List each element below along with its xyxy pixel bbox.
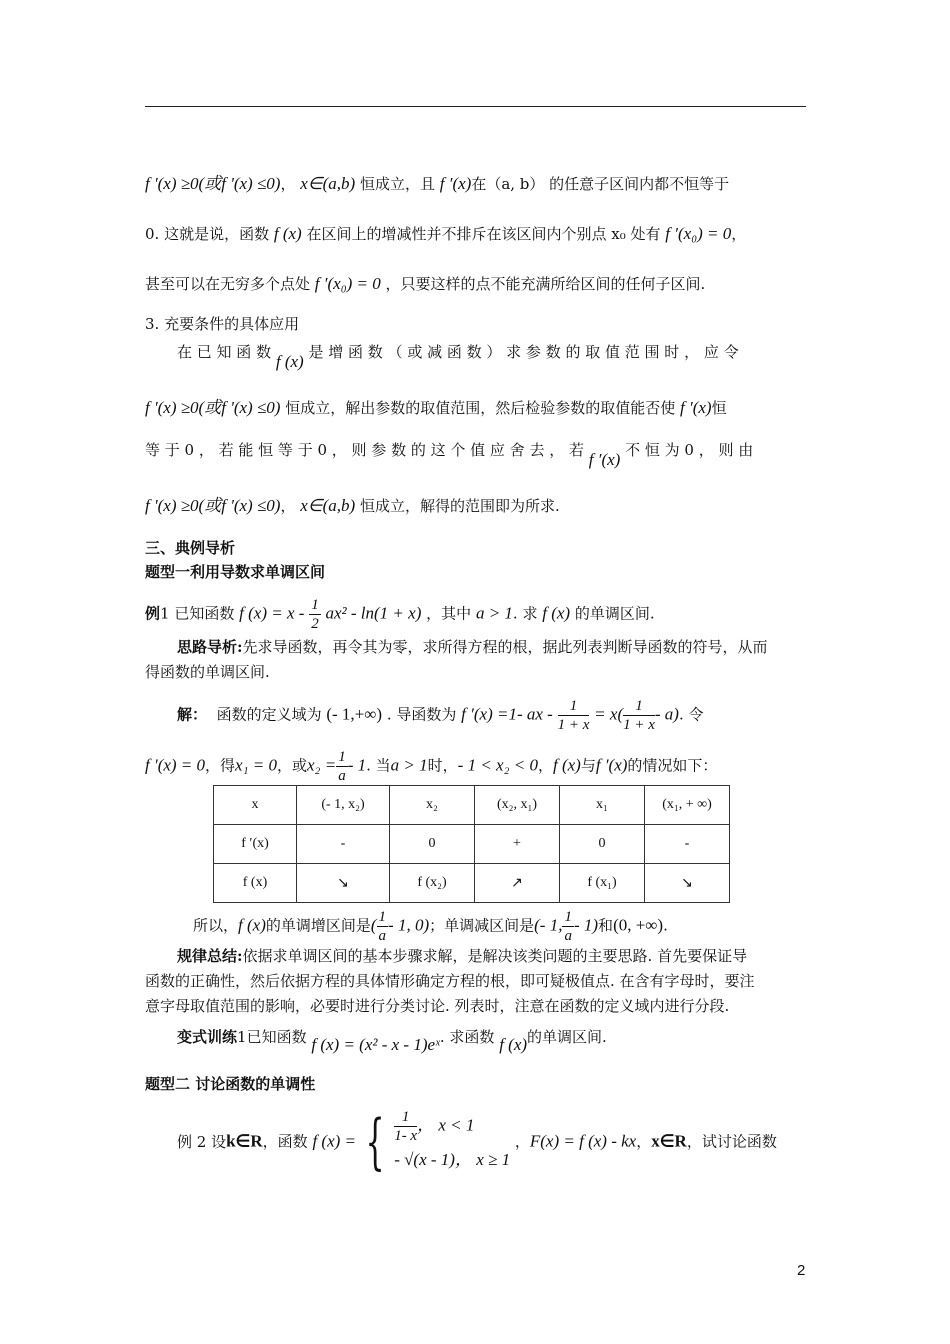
text: 不 恒 为 0 ， 则 由 bbox=[625, 441, 754, 459]
numerator: 1 bbox=[564, 909, 572, 925]
numerator: 1 bbox=[394, 1108, 417, 1127]
math: f '(x) ≥0(或f '(x) ≤0) bbox=[145, 496, 281, 515]
table-cell: ↗ bbox=[475, 864, 560, 903]
numerator: 1 bbox=[378, 909, 387, 925]
math: f (x) bbox=[273, 224, 302, 243]
text: 依据求单调区间的基本步骤求解，是解决该类问题的主要思路. 首先要保证导 bbox=[242, 947, 748, 965]
solution-label: 解： bbox=[177, 705, 208, 724]
text: 的单调区间. bbox=[527, 1028, 607, 1046]
math: f (x) bbox=[499, 1035, 528, 1054]
math: f (x) = bbox=[312, 1131, 356, 1151]
math: f ′(x) bbox=[595, 755, 628, 775]
math: f ′(x) bbox=[588, 450, 621, 469]
table-cell: - bbox=[645, 825, 730, 864]
math: f ′(x₀) = 0 bbox=[665, 224, 732, 243]
page-number: 2 bbox=[797, 1262, 806, 1279]
math: f (x) bbox=[238, 915, 266, 935]
text: 甚至可以在无穷多个点处 bbox=[145, 275, 311, 293]
denominator: 1- x bbox=[394, 1128, 418, 1144]
math: (0, +∞) bbox=[613, 915, 664, 935]
text: ， bbox=[280, 497, 296, 515]
math: ( bbox=[370, 915, 377, 935]
denominator: 1 + x bbox=[557, 717, 590, 733]
table-cell: + bbox=[475, 825, 560, 864]
text: 与 bbox=[580, 756, 596, 775]
section-heading: 3. 充要条件的具体应用 bbox=[145, 315, 300, 333]
math: f '(x) ≥0(或f '(x) ≤0) bbox=[145, 174, 281, 193]
math: f (x) bbox=[542, 603, 571, 623]
text: ， bbox=[280, 175, 296, 193]
text: 已知函数 bbox=[246, 1028, 307, 1046]
condition: ， x < 1 bbox=[417, 1115, 475, 1135]
solution-line1 bbox=[177, 697, 842, 734]
solution-line2 bbox=[145, 748, 810, 785]
table-cell: 0 bbox=[390, 825, 475, 864]
text: . 令 bbox=[678, 705, 704, 724]
piecewise bbox=[394, 1108, 510, 1175]
brace-icon: { bbox=[365, 1106, 385, 1177]
math: k∈R bbox=[226, 1131, 263, 1151]
fraction bbox=[309, 596, 321, 633]
text: 的单调增区间是 bbox=[265, 916, 371, 935]
fraction bbox=[377, 908, 389, 945]
text: 恒成立，且 bbox=[359, 175, 435, 193]
text: . 当 bbox=[366, 756, 391, 775]
math: ax² - ln(1 + x) bbox=[325, 603, 422, 623]
math: x∈(a,b) bbox=[300, 496, 356, 515]
table-cell: x bbox=[214, 786, 297, 825]
math: f '(x) ≥0(或f '(x) ≤0) bbox=[145, 398, 281, 417]
math: f ′(x) =1- ax - bbox=[461, 704, 553, 724]
rule-line3: 意字母取值范围的影响，必要时进行分类讨论. 列表时，注意在函数的定义域内进行分段. bbox=[145, 997, 730, 1015]
denominator: a bbox=[564, 928, 572, 944]
variant-label: 变式训练 bbox=[177, 1028, 238, 1046]
text: ，其中 bbox=[426, 604, 472, 623]
heading: 题型一利用导数求单调区间 bbox=[145, 563, 326, 581]
math: (- 1, bbox=[534, 915, 563, 935]
table-row bbox=[214, 786, 730, 825]
math: = x( bbox=[594, 704, 624, 724]
text: . bbox=[663, 916, 668, 935]
idea-label: 思路导析: bbox=[177, 638, 243, 656]
numerator: 1 bbox=[623, 697, 655, 716]
denominator: 1 + x bbox=[623, 717, 655, 733]
fraction bbox=[558, 697, 590, 734]
text: 在 已 知 函 数 bbox=[177, 343, 272, 361]
math: x∈(a,b) bbox=[300, 174, 356, 193]
text: ，试讨论函数 bbox=[686, 1132, 777, 1151]
table-cell: x₁ bbox=[560, 786, 645, 825]
table-cell: ↘ bbox=[645, 864, 730, 903]
text: ，得 bbox=[205, 756, 236, 775]
math: - 1 bbox=[347, 755, 367, 775]
heading: 三、典例导析 bbox=[145, 539, 236, 557]
paragraph bbox=[145, 496, 810, 516]
denominator: a bbox=[338, 768, 346, 784]
text: 时， bbox=[427, 756, 458, 775]
math: - 1, 0) bbox=[388, 915, 430, 935]
example-2 bbox=[177, 1108, 842, 1175]
math: F(x) = f (x) - kx bbox=[529, 1131, 637, 1151]
table-cell: ↘ bbox=[297, 864, 390, 903]
table-cell: f (x₂) bbox=[390, 864, 475, 903]
text: 所以， bbox=[193, 916, 239, 935]
text: 的情况如下： bbox=[627, 756, 718, 775]
text: 先求导函数，再令其为零，求所得方程的根，据此列表判断导函数的符号，从而 bbox=[242, 638, 768, 656]
variant-exercise bbox=[177, 1027, 842, 1054]
fraction bbox=[562, 908, 574, 945]
text: 是 增 函 数 （ 或 减 函 数 ） 求 参 数 的 取 值 范 围 时 ， 应 令 bbox=[308, 343, 739, 361]
text: . 求 bbox=[512, 604, 538, 623]
text: 恒 bbox=[711, 399, 727, 417]
fraction bbox=[336, 748, 348, 785]
math: f (x) = x - bbox=[239, 603, 305, 623]
math: (- 1,+∞) bbox=[326, 704, 383, 724]
paragraph bbox=[145, 440, 810, 469]
text: ， bbox=[537, 756, 553, 775]
numerator: 1 bbox=[558, 697, 590, 716]
text: 恒成立，解出参数的取值范围，然后检验参数的取值能否使 bbox=[285, 399, 676, 417]
fraction bbox=[623, 697, 655, 734]
heading: 题型二 讨论函数的单调性 bbox=[145, 1075, 316, 1093]
math: a > 1 bbox=[390, 755, 428, 775]
text: 在（a, b） 的任意子区间内都不恒等于 bbox=[471, 175, 730, 193]
text: ，或 bbox=[276, 756, 307, 775]
conclusion bbox=[193, 908, 858, 945]
text: 函数的定义域为 bbox=[216, 705, 322, 724]
table-cell: f (x₁) bbox=[560, 864, 645, 903]
math: f ′(x) bbox=[439, 174, 472, 193]
paragraph bbox=[145, 398, 810, 418]
table-cell: f (x) bbox=[214, 864, 297, 903]
text: . 求函数 bbox=[439, 1028, 495, 1046]
table-cell: (x₂, x₁) bbox=[475, 786, 560, 825]
denominator: a bbox=[378, 928, 387, 944]
table-row bbox=[214, 864, 730, 903]
math: f (x) = (x² - x - 1)eˣ bbox=[311, 1035, 440, 1054]
math: f ′(x) bbox=[680, 398, 712, 417]
denominator: 2 bbox=[311, 616, 319, 632]
text: ， bbox=[636, 1132, 652, 1151]
math: x₂ = bbox=[307, 755, 337, 775]
math: a > 1 bbox=[475, 603, 513, 623]
math: f (x) bbox=[552, 755, 581, 775]
table-cell: 0 bbox=[560, 825, 645, 864]
numerator: 1 bbox=[338, 749, 346, 765]
text: ；单调减区间是 bbox=[429, 916, 535, 935]
text: 例 2 设 bbox=[177, 1132, 227, 1151]
table-cell: (x₁, + ∞) bbox=[645, 786, 730, 825]
paragraph bbox=[145, 174, 810, 194]
math: - 1 < x₂ < 0 bbox=[457, 755, 538, 775]
text: 的单调区间. bbox=[574, 604, 655, 623]
idea-line2: 得函数的单调区间. bbox=[145, 663, 270, 681]
text: ，只要这样的点不能充满所给区间的任何子区间. bbox=[385, 275, 706, 293]
text: ， bbox=[514, 1132, 530, 1151]
fraction bbox=[394, 1108, 417, 1145]
rule-line2: 函数的正确性，然后依据方程的具体情形确定方程的根，即可疑极值点. 在含有字母时，要注 bbox=[145, 972, 755, 990]
paragraph bbox=[177, 342, 842, 371]
paragraph bbox=[145, 274, 810, 294]
idea-line1 bbox=[177, 637, 842, 657]
piece-2: - √(x - 1)， x ≥ 1 bbox=[394, 1150, 511, 1169]
math: f ′(x) = 0 bbox=[145, 755, 206, 775]
example-1 bbox=[145, 596, 810, 633]
table-cell: f ′(x) bbox=[214, 825, 297, 864]
text: 恒成立，解得的范围即为所求. bbox=[359, 497, 560, 515]
text: 已知函数 bbox=[174, 604, 235, 623]
math: x₁ = 0 bbox=[235, 755, 277, 775]
text: ， bbox=[731, 225, 747, 243]
math: x∈R bbox=[651, 1131, 687, 1151]
variant-number: 1 bbox=[237, 1028, 247, 1046]
rule-label: 规律总结: bbox=[177, 947, 243, 965]
text: 等 于 0 ， 若 能 恒 等 于 0 ， 则 参 数 的 这 个 值 应 舍 去 ， 若 bbox=[145, 441, 584, 459]
table-cell: (- 1, x₂) bbox=[297, 786, 390, 825]
text: 和 bbox=[598, 916, 614, 935]
math: - a) bbox=[654, 704, 679, 724]
example-label: 例 bbox=[145, 604, 161, 623]
text: . 导函数为 bbox=[386, 705, 457, 724]
paragraph bbox=[145, 224, 810, 244]
example-number: 1 bbox=[160, 604, 170, 623]
text: 0. 这就是说，函数 bbox=[145, 225, 270, 243]
sign-table bbox=[213, 785, 730, 903]
text: 在区间上的增减性并不排斥在该区间内个别点 x₀ 处有 bbox=[306, 225, 661, 243]
math: - 1) bbox=[573, 915, 599, 935]
table-cell: x₂ bbox=[390, 786, 475, 825]
text: ，函数 bbox=[262, 1132, 308, 1151]
piece-1 bbox=[394, 1108, 510, 1145]
rule-line1 bbox=[177, 946, 842, 966]
math: f ′(x₀) = 0 bbox=[314, 274, 381, 293]
math: f (x) bbox=[275, 352, 304, 371]
header-rule bbox=[145, 106, 806, 107]
table-row bbox=[214, 825, 730, 864]
table-cell: - bbox=[297, 825, 390, 864]
numerator: 1 bbox=[311, 597, 319, 613]
